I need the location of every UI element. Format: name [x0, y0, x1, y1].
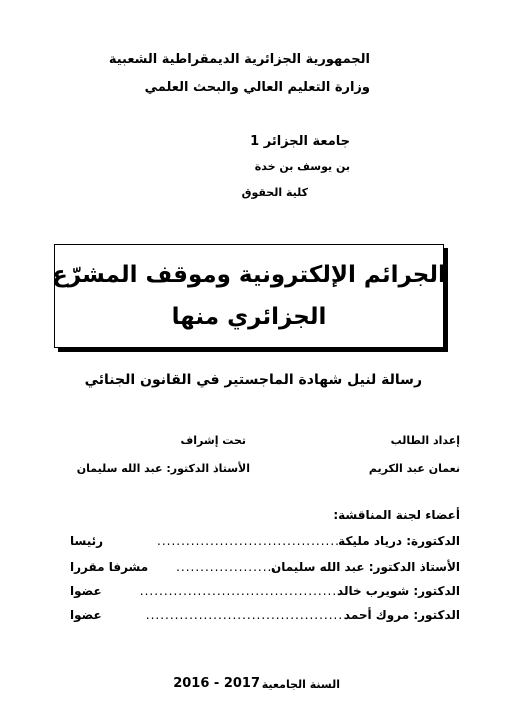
member-role: رئيسا [70, 534, 104, 548]
member-name: الدكتور: مروك أحمد [343, 608, 460, 622]
ministry-name: وزارة التعليم العالي والبحث العلمي [144, 80, 370, 95]
member-dots: .......................................... [139, 584, 342, 598]
thesis-title-line-1: الجرائم الإلكترونية وموقف المشرّع [52, 262, 446, 288]
committee-heading: أعضاء لجنة المناقشة: [333, 508, 460, 522]
member-dots: ...................... [176, 560, 282, 574]
member-name: الدكتورة: درياد مليكة [338, 534, 460, 548]
member-role: عضوا [70, 608, 102, 622]
committee-member-row [70, 534, 460, 554]
member-name: الدكتور: شويرب خالد [337, 584, 460, 598]
member-role: عضوا [70, 584, 102, 598]
thesis-title-line-2: الجزائري منها [171, 304, 327, 330]
supervisor-name: الأستاذ الدكتور: عبد الله سليمان [76, 462, 250, 475]
committee-member-row [70, 608, 460, 628]
member-dots: ...................................... [157, 534, 340, 548]
member-name: الأستاذ الدكتور: عبد الله سليمان [271, 560, 460, 574]
academic-year-label: السنة الجامعية [261, 678, 340, 691]
committee-member-row [70, 560, 460, 580]
student-name: نعمان عبد الكريم [368, 462, 460, 475]
supervisor-label: تحت إشراف [180, 434, 246, 447]
academic-year-value: 2016 - 2017 [173, 676, 260, 691]
thesis-subtitle: رسالة لنيل شهادة الماجستير في القانون الجنائي [84, 372, 422, 388]
student-label: إعداد الطالب [390, 434, 460, 447]
committee-member-row [70, 584, 460, 604]
member-role: مشرفا مقررا [70, 560, 149, 574]
republic-name: الجمهورية الجزائرية الديمقراطية الشعبية [108, 52, 370, 67]
campus-name: بن يوسف بن خدة [254, 160, 350, 173]
member-dots: .......................................... [145, 608, 348, 622]
university-name: جامعة الجزائر 1 [250, 134, 350, 149]
thesis-title-box [54, 244, 444, 348]
faculty-name: كلية الحقوق [241, 186, 308, 199]
